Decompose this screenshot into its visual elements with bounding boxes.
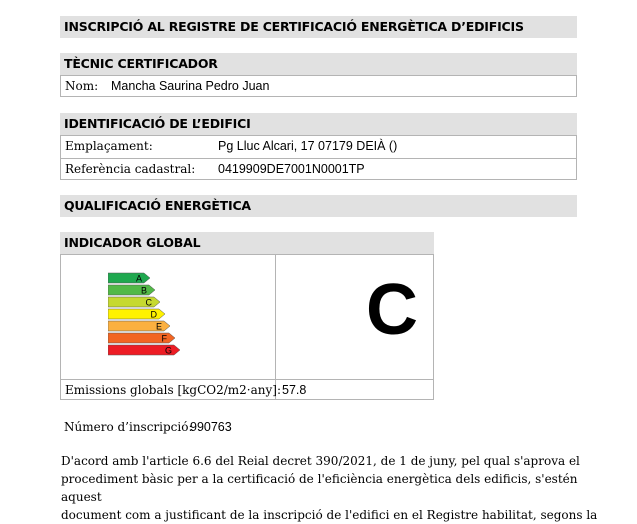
tecnic-box — [60, 75, 577, 97]
energy-bar-label-b: B — [140, 285, 147, 296]
page-title: INSCRIPCIÓ AL REGISTRE DE CERTIFICACIÓ ENERGÈTICA D’EDIFICIS — [60, 16, 577, 38]
nom-label: Nom: — [65, 79, 99, 93]
energy-bar-label-f: F — [161, 333, 167, 344]
referencia-value: 0419909DE7001N0001TP — [218, 162, 365, 176]
indicador-header: INDICADOR GLOBAL — [60, 232, 434, 254]
energy-bar-label-a: A — [135, 273, 142, 284]
energy-bar-label-c: C — [145, 297, 152, 308]
energy-bar-a — [108, 273, 150, 283]
referencia-label: Referència cadastral: — [65, 162, 196, 176]
energy-bar-label-g: G — [164, 345, 172, 356]
paragraph-line-3: document com a justificant de la inscripció de l'edifici en el Registre habilitat, segons la — [61, 508, 598, 522]
legal-paragraph — [61, 452, 621, 524]
edifici-box — [60, 135, 577, 180]
energy-scale-graphic — [108, 272, 192, 358]
emissions-label: Emissions globals [kgCO2/m2·any]: — [65, 383, 281, 397]
paragraph-line-2: procediment bàsic per a la certificació de l'eficiència energètica dels edificis, s'estén aquest — [61, 472, 578, 504]
qualificacio-header: QUALIFICACIÓ ENERGÈTICA — [60, 195, 577, 217]
energy-bar-c — [108, 297, 160, 307]
nom-value: Mancha Saurina Pedro Juan — [111, 79, 270, 93]
emplacament-label: Emplaçament: — [65, 139, 153, 153]
paragraph-line-1: D'acord amb l'article 6.6 del Reial decret 390/2021, de 1 de juny, pel qual s'aprova el — [61, 454, 580, 468]
energy-bar-label-e: E — [155, 321, 162, 332]
inscripcio-value: 990763 — [190, 420, 232, 434]
energy-bar-b — [108, 285, 155, 295]
emplacament-value: Pg Lluc Alcari, 17 07179 DEIÀ () — [218, 139, 398, 153]
emissions-value: 57.8 — [282, 383, 307, 397]
tecnic-header: TÈCNIC CERTIFICADOR — [60, 53, 577, 75]
inscripcio-label: Número d’inscripció: — [64, 420, 193, 434]
edifici-header: IDENTIFICACIÓ DE L’EDIFICI — [60, 113, 577, 135]
energy-grade: C — [366, 270, 418, 350]
energy-bar-label-d: D — [150, 309, 157, 320]
